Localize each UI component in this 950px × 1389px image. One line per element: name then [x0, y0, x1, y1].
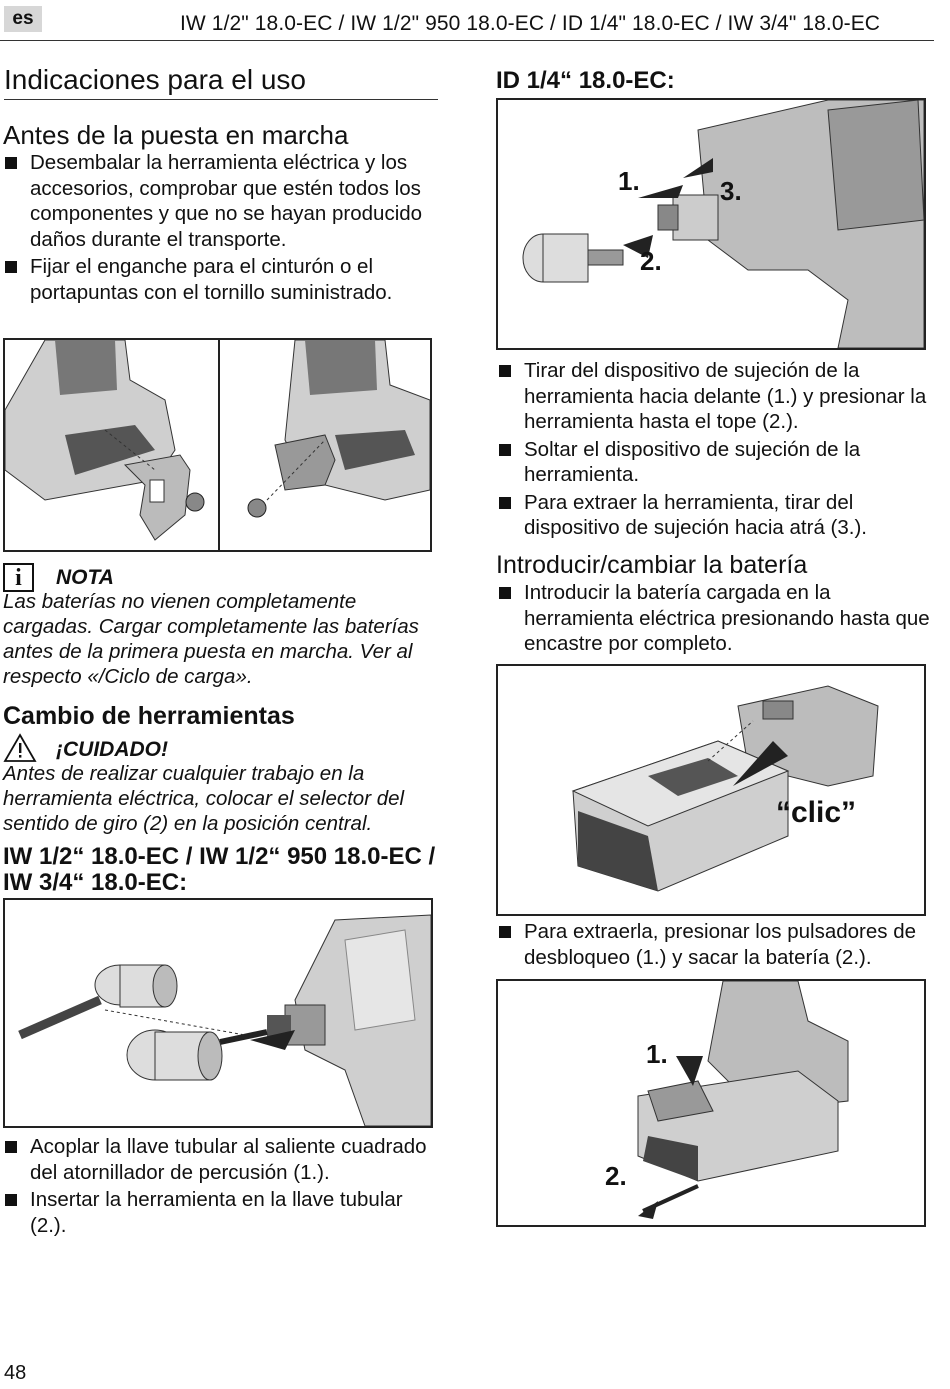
- caution-text: Antes de realizar cualquier trabajo en la herramienta eléctrica, colocar el selector del sentido de giro (2) en la posición central.: [3, 762, 405, 835]
- setup-bullet-list: [2, 150, 434, 307]
- figure-label-3: 3.: [720, 176, 742, 206]
- list-item: Insertar la herramienta en la llave tubular (2.).: [2, 1187, 442, 1238]
- socket-attach-illustration: [3, 898, 433, 1128]
- list-item: Para extraer la herramienta, tirar del dispositivo de sujeción hacia atrá (3.).: [496, 490, 936, 541]
- section-heading-tool-change: Cambio de herramientas: [3, 702, 295, 730]
- info-icon: i: [3, 563, 34, 592]
- warning-triangle-icon: [3, 733, 37, 763]
- header-rule: [0, 40, 934, 41]
- page-number: 48: [4, 1362, 27, 1384]
- note-text: Las baterías no vienen completamente cargadas. Cargar completamente las baterías antes de la primera puesta en marcha. Ver al respecto «/Ciclo de carga».: [3, 590, 419, 688]
- title-rule: [4, 99, 438, 100]
- page-title: Indicaciones para el uso: [4, 64, 306, 95]
- language-badge: es: [4, 6, 42, 32]
- figure-label-1: 1.: [618, 166, 640, 196]
- section-heading-battery: Introducir/cambiar la batería: [496, 551, 808, 579]
- list-item: Para extraerla, presionar los pulsadores de desbloqueo (1.) y sacar la batería (2.).: [496, 919, 946, 970]
- bit-holder-bullet-list: [496, 358, 936, 543]
- bullet-square-icon: [5, 1141, 17, 1153]
- note-label: NOTA: [56, 566, 114, 589]
- bullet-square-icon: [5, 1194, 17, 1206]
- bit-holder-illustration: [496, 98, 926, 350]
- battery-bullet-list: [496, 580, 936, 659]
- figure-label-2: 2.: [605, 1161, 627, 1191]
- running-title: IW 1/2" 18.0-EC / IW 1/2" 950 18.0-EC / ID 1/4" 18.0-EC / IW 3/4" 18.0-EC: [180, 12, 881, 35]
- list-item: Desembalar la herramienta eléctrica y los accesorios, comprobar que estén todos los componentes y que no se hayan producido daños durante el transporte.: [2, 150, 434, 252]
- bullet-square-icon: [499, 497, 511, 509]
- list-item: Fijar el enganche para el cinturón o el portapuntas con el tornillo suministrado.: [2, 254, 434, 305]
- battery-remove-bullet-list: [496, 919, 946, 972]
- list-item: Introducir la batería cargada en la herramienta eléctrica presionando hasta que encastre por completo.: [496, 580, 936, 657]
- figure-label-2: 2.: [640, 246, 662, 276]
- models-heading-line2: IW 3/4“ 18.0-EC:: [3, 869, 188, 896]
- battery-remove-illustration: [496, 979, 926, 1227]
- bullet-square-icon: [5, 261, 17, 273]
- list-item: Soltar el dispositivo de sujeción de la herramienta.: [496, 437, 936, 488]
- caution-label: ¡CUIDADO!: [56, 738, 168, 761]
- list-item: Acoplar la llave tubular al saliente cuadrado del atornillador de percusión (1.).: [2, 1134, 442, 1185]
- models-heading-line1: IW 1/2“ 18.0-EC / IW 1/2“ 950 18.0-EC /: [3, 843, 436, 870]
- bullet-square-icon: [499, 587, 511, 599]
- bullet-square-icon: [499, 926, 511, 938]
- bullet-square-icon: [5, 157, 17, 169]
- click-label: “clic”: [776, 796, 857, 829]
- battery-insert-illustration: [496, 664, 926, 916]
- bullet-square-icon: [499, 365, 511, 377]
- section-heading-setup: Antes de la puesta en marcha: [3, 120, 349, 150]
- bullet-square-icon: [499, 444, 511, 456]
- tool-change-bullet-list: [2, 1134, 442, 1240]
- list-item: Tirar del dispositivo de sujeción de la herramienta hacia delante (1.) y presionar la herramienta hasta el tope (2.).: [496, 358, 936, 435]
- figure-label-1: 1.: [646, 1039, 668, 1069]
- id-model-heading: ID 1/4“ 18.0-EC:: [496, 67, 675, 94]
- belt-clip-illustration: [3, 338, 432, 552]
